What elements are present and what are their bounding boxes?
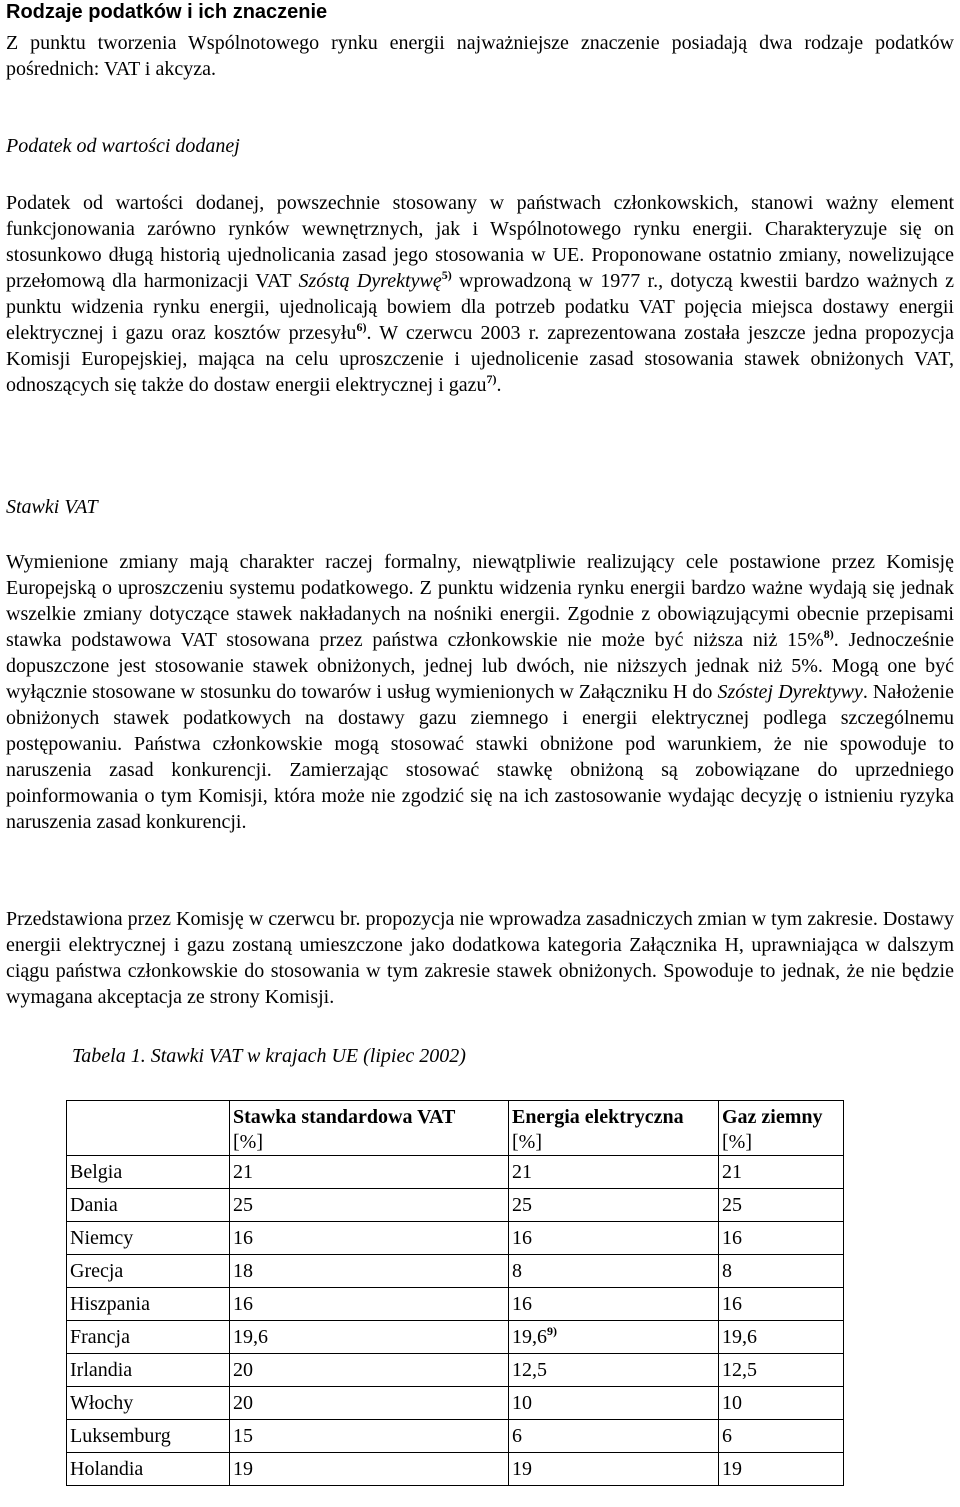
cell-standard-rate: 21	[230, 1156, 509, 1189]
cell-standard-rate: 20	[230, 1387, 509, 1420]
cell-electricity: 8	[509, 1255, 719, 1288]
table-row	[67, 1321, 844, 1354]
cell-gas: 10	[719, 1387, 844, 1420]
header-unit: [%]	[512, 1131, 542, 1153]
cell-gas: 21	[719, 1156, 844, 1189]
cell-electricity: 10	[509, 1387, 719, 1420]
page-title: Rodzaje podatków i ich znaczenie	[6, 1, 328, 23]
cell-country: Włochy	[67, 1387, 230, 1420]
header-country	[67, 1101, 230, 1156]
table-row	[67, 1288, 844, 1321]
cell-electricity: 19	[509, 1453, 719, 1486]
vat-paragraph	[6, 190, 954, 398]
table-header-row	[67, 1101, 844, 1156]
footnote-8: 8)	[823, 627, 834, 641]
table-row	[67, 1354, 844, 1387]
header-unit: [%]	[233, 1131, 263, 1153]
rates-text-1: Wymienione zmiany mają charakter raczej formalny, niewątpliwie realizujący cele postawione przez Komisję Europejską o uproszczeniu systemu podatkowego. Z punktu widzenia rynku energii bardzo ważne wydają się jednak wszelkie zmiany dotyczące stawek nakładanych na nośniki energii. Zgodnie z obowiązującymi obecnie przepisami stawka podstawowa VAT stosowana przez państwa członkowskie nie może być niższa niż 15%	[6, 551, 954, 651]
cell-electricity: 16	[509, 1288, 719, 1321]
table-row	[67, 1453, 844, 1486]
cell-country: Luksemburg	[67, 1420, 230, 1453]
cell-gas: 16	[719, 1222, 844, 1255]
table-row	[67, 1156, 844, 1189]
section-heading-vat: Podatek od wartości dodanej	[6, 135, 240, 157]
cell-standard-rate: 25	[230, 1189, 509, 1222]
vat-text-3: . W czerwcu 2003 r. zaprezentowana została jeszcze jedna propozycja Komisji Europejskiej, mająca na celu uproszczenie i ujednolicenie zasad stosowania stawek obniżonych VAT, odnoszących się także do dostaw energii elektrycznej i gazu	[6, 322, 955, 396]
cell-country: Holandia	[67, 1453, 230, 1486]
vat-rates-table	[66, 1100, 844, 1486]
rates-italic-directive: Szóstej Dyrektywy	[717, 681, 863, 703]
rates-text-3: . Nałożenie obniżonych stawek podatkowych na dostawy gazu ziemnego i energii elektrycznej podlega szczególnemu postępowaniu. Państwa członkowskie mogą stosować stawki obniżone pod warunkiem, że nie spowoduje to naruszenia zasad konkurencji. Zamierzając stosować stawkę obniżoną są zobowiązane do uprzedniego poinformowania o tym Komisji, która może nie zgodzić się na ich zastosowanie wydając decyzję o istnieniu ryzyka naruszenia zasad konkurencji.	[6, 681, 954, 833]
rates-paragraph	[6, 549, 954, 835]
cell-standard-rate: 15	[230, 1420, 509, 1453]
cell-gas: 25	[719, 1189, 844, 1222]
cell-standard-rate: 18	[230, 1255, 509, 1288]
footnote-5: 5)	[441, 268, 452, 282]
table-row	[67, 1189, 844, 1222]
cell-standard-rate: 16	[230, 1288, 509, 1321]
vat-text-1: Podatek od wartości dodanej, powszechnie stosowany w państwach członkowskich, stanowi ważny element funkcjonowania zarówno rynków wewnętrznych, jak i Wspólnotowego rynku energii. Charakteryzuje się on stosunkowo długą historią ujednolicania zasad jego stosowania w UE. Proponowane ostatnio zmiany, nowelizujące przełomową dla harmonizacji VAT	[6, 192, 954, 292]
cell-country: Irlandia	[67, 1354, 230, 1387]
vat-italic-directive: Szóstą Dyrektywę	[298, 270, 442, 292]
cell-gas: 8	[719, 1255, 844, 1288]
vat-text-4: .	[496, 374, 502, 396]
cell-standard-rate: 19,6	[230, 1321, 509, 1354]
intro-paragraph: Z punktu tworzenia Wspólnotowego rynku energii najważniejsze znaczenie posiadają dwa rodzaje podatków pośrednich: VAT i akcyza.	[6, 32, 954, 80]
table-row	[67, 1387, 844, 1420]
footnote-9: 9)	[547, 1324, 557, 1338]
cell-country: Dania	[67, 1189, 230, 1222]
header-unit: [%]	[722, 1131, 752, 1153]
cell-country: Niemcy	[67, 1222, 230, 1255]
table-row	[67, 1255, 844, 1288]
cell-electricity: 12,5	[509, 1354, 719, 1387]
table-row	[67, 1420, 844, 1453]
cell-country: Belgia	[67, 1156, 230, 1189]
cell-standard-rate: 19	[230, 1453, 509, 1486]
header-electricity: Energia elektryczna [%]	[509, 1101, 719, 1156]
vat-text-2: wprowadzoną w 1977 r., dotyczą kwestii bardzo ważnych z punktu widzenia rynku energii, ujednolicają bowiem dla potrzeb podatku VAT pojęcia miejsca dostawy energii elektrycznej i gazu oraz kosztów przesyłu	[6, 270, 954, 344]
cell-gas: 19	[719, 1453, 844, 1486]
cell-standard-rate: 20	[230, 1354, 509, 1387]
table-caption: Tabela 1. Stawki VAT w krajach UE (lipiec 2002)	[72, 1045, 466, 1067]
footnote-6: 6)	[356, 320, 367, 334]
header-standard-rate: Stawka standardowa VAT [%]	[230, 1101, 509, 1156]
cell-electricity: 16	[509, 1222, 719, 1255]
cell-electricity: 19,6$^{9)}$	[509, 1321, 719, 1354]
cell-standard-rate: 16	[230, 1222, 509, 1255]
cell-electricity: 6	[509, 1420, 719, 1453]
footnote-7: 7)	[486, 372, 497, 386]
cell-country: Francja	[67, 1321, 230, 1354]
cell-country: Grecja	[67, 1255, 230, 1288]
cell-country: Hiszpania	[67, 1288, 230, 1321]
cell-gas: 12,5	[719, 1354, 844, 1387]
rates-paragraph-2: Przedstawiona przez Komisję w czerwcu br. propozycja nie wprowadza zasadniczych zmian w tym zakresie. Dostawy energii elektrycznej i gazu zostaną umieszczone jako dodatkowa kategoria Załącznika H, uprawniająca w dalszym ciągu państwa członkowskie do stosowania w tym zakresie stawek obniżonych. Spowoduje to jednak, że nie będzie wymagana akceptacja ze strony Komisji.	[6, 908, 954, 1008]
table-row	[67, 1222, 844, 1255]
cell-gas: 19,6	[719, 1321, 844, 1354]
cell-electricity: 21	[509, 1156, 719, 1189]
cell-electricity: 25	[509, 1189, 719, 1222]
rates-text-2: . Jednocześnie dopuszczone jest stosowanie stawek obniżonych, jednej lub dwóch, nie niższych jednak niż 5%. Mogą one być wyłącznie stosowane w stosunku do towarów i usług wymienionych w Załączniku H do	[6, 629, 954, 703]
cell-gas: 16	[719, 1288, 844, 1321]
header-gas: Gaz ziemny [%]	[719, 1101, 844, 1156]
cell-gas: 6	[719, 1420, 844, 1453]
section-heading-rates: Stawki VAT	[6, 496, 98, 518]
